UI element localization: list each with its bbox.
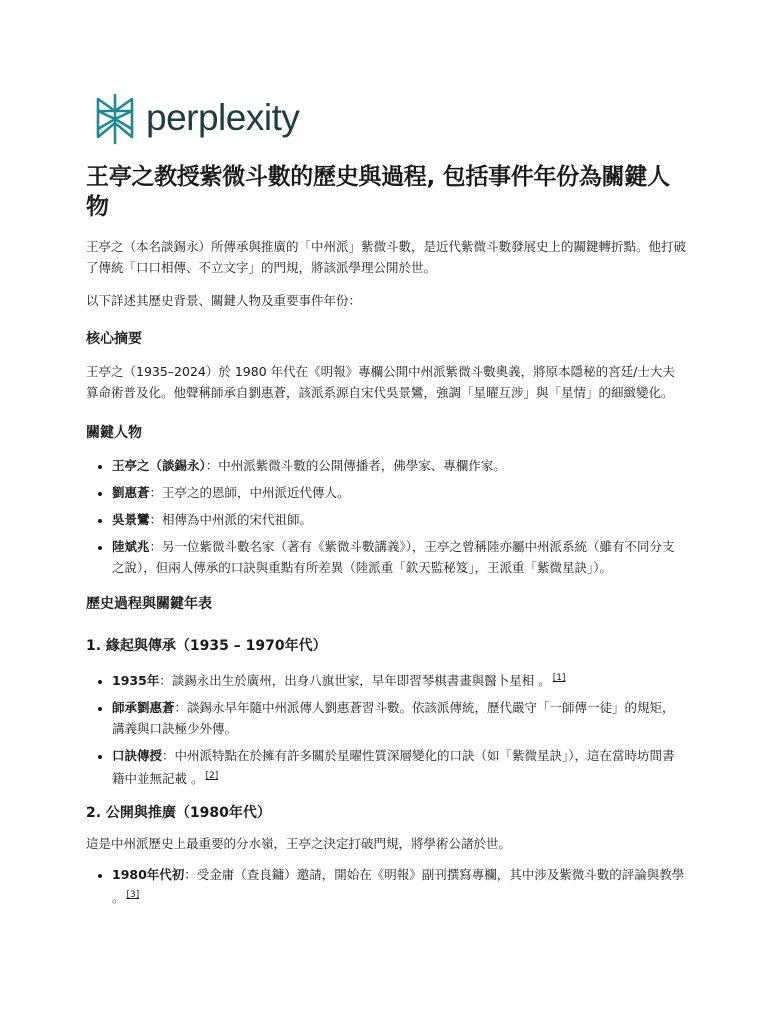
article (86, 162, 686, 914)
perplexity-logo (94, 93, 299, 145)
person-desc: ：中州派紫微斗數的公開傳播者，佛學家、專欄作家。 (205, 458, 506, 473)
person-name: 吳景鸞 (112, 512, 150, 527)
event-label: 口訣傳授 (112, 748, 163, 764)
person-name: 劉惠蒼 (112, 485, 150, 500)
intro-paragraph: 以下詳述其歷史背景、關鍵人物及重要事件年份： (86, 293, 362, 308)
citation-link[interactable]: [2] (205, 771, 219, 782)
event-label: 1935年 (112, 673, 160, 689)
intro-paragraph: 王亭之（本名談錫永）所傳承與推廣的「中州派」紫微斗數，是近代紫微斗數發展史上的關鍵轉折點。他打破了傳統「口口相傳、不立文字」的門規，將該派學理公開於世。 (86, 239, 687, 275)
list-item (112, 536, 686, 578)
list-item (112, 509, 686, 530)
phase-heading: 1. 緣起與傳承（1935 – 1970年代） (86, 638, 327, 654)
event-desc: ：中州派特點在於擁有許多關於星曜性質深層變化的口訣（如「紫微星訣」），這在當時坊間書籍中並無記載 。 (112, 748, 675, 787)
list-item (112, 745, 686, 789)
list-item (112, 668, 686, 691)
phase-heading: 2. 公開與推廣（1980年代） (86, 805, 271, 822)
person-desc: ：王亭之的恩師，中州派近代傳人。 (149, 485, 350, 500)
event-label: 師承劉惠蒼 (112, 700, 175, 716)
citation-link[interactable]: [1] (552, 673, 566, 683)
list-item (112, 864, 686, 908)
phase2-list (86, 864, 686, 908)
phase1-list (86, 668, 686, 789)
section-heading-history: 歷史過程與關鍵年表 (86, 596, 212, 612)
phase-intro: 這是中州派歷史上最重要的分水嶺，王亭之決定打破門規，將學術公諸於世。 (86, 836, 512, 852)
citation-link[interactable]: [3] (126, 890, 140, 901)
list-item (112, 697, 686, 739)
event-label: 1980年代初 (112, 867, 185, 883)
list-item (112, 455, 686, 476)
event-desc: ：談錫永出生於廣州，出身八旗世家，早年即習琴棋書畫與醫卜星相 。 (159, 673, 551, 689)
section-heading-summary: 核心摘要 (86, 331, 142, 347)
person-name: 陸斌兆 (112, 539, 150, 554)
event-desc: ：受金庸（查良鏞）邀請，開始在《明報》副刊撰寫專欄，其中涉及紫微斗數的評論與教學 。 (112, 867, 685, 906)
logo-wordmark: perplexity (146, 96, 300, 138)
event-desc: ：談錫永早年隨中州派傳人劉惠蒼習斗數。依該派傳統，歷代嚴守「一師傳一徒」的規矩，講義與口訣極少外傳。 (112, 700, 675, 737)
page-title: 王亭之教授紫微斗數的歷史與過程, 包括事件年份為關鍵人物 (86, 164, 670, 220)
person-desc: ：另一位紫微斗數名家（著有《紫微斗數講義》），王亭之曾稱陸亦屬中州派系統（雖有不同分支之說），但兩人傳承的口訣與重點有所差異（陸派重「欽天監秘笈」，王派重「紫微星訣」）。 (112, 539, 675, 575)
people-list (86, 455, 686, 578)
list-item (112, 482, 686, 503)
section-heading-people: 關鍵人物 (86, 425, 142, 441)
person-desc: ：相傳為中州派的宋代祖師。 (149, 512, 313, 527)
summary-paragraph: 王亭之（1935–2024）於 1980 年代在《明報》專欄公開中州派紫微斗數奧義，將原本隱秘的宮廷/士大夫算命術普及化。他聲稱師承自劉惠蒼，該派系源自宋代吳景鸞，強調「星曜互涉」與「星情」的細緻變化。 (86, 364, 675, 400)
person-name: 王亭之（談錫永） (112, 458, 206, 473)
perplexity-icon (94, 93, 136, 145)
